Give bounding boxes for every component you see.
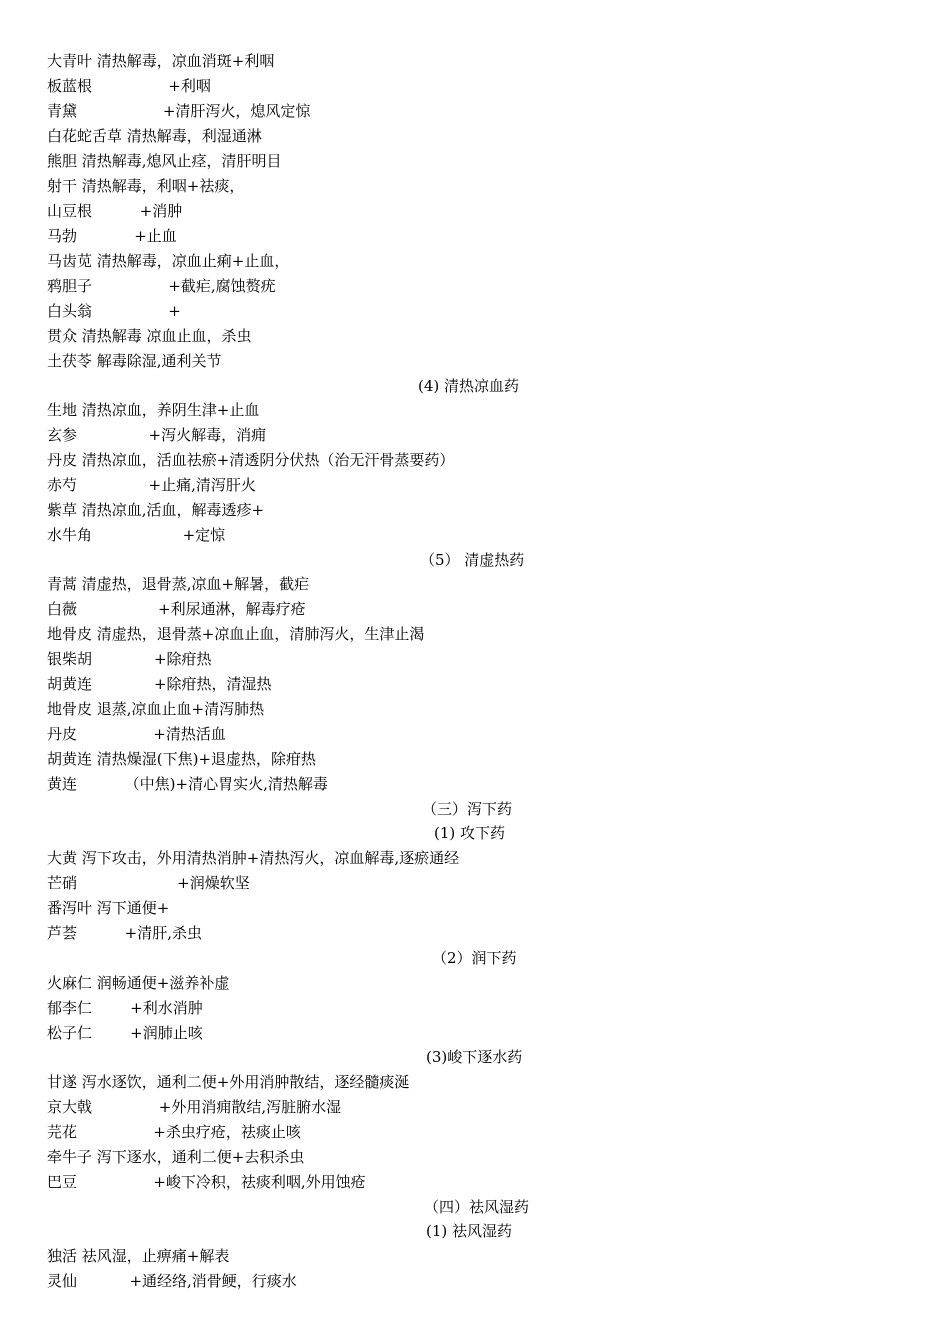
subsection-heading: （2）润下药 (432, 949, 517, 967)
subsection-heading: (1) 攻下药 (434, 824, 506, 842)
text-line: 马齿苋 清热解毒，凉血止痢+止血， (47, 252, 290, 270)
subsection-heading: (1) 祛风湿药 (426, 1222, 513, 1240)
text-line: 番泻叶 泻下通便+ (47, 899, 170, 917)
text-line: 丹皮 清热凉血，活血祛瘀+清透阴分伏热（治无汗骨蒸要药） (47, 451, 455, 469)
text-line: 熊胆 清热解毒,熄风止痉，清肝明目 (47, 152, 282, 170)
text-line: 丹皮 +清热活血 (47, 725, 226, 743)
text-line: 白花蛇舌草 清热解毒，利湿通淋 (47, 127, 262, 145)
text-line: 京大戟 +外用消痈散结,泻脏腑水湿 (47, 1098, 342, 1116)
text-line: 芦荟 +清肝,杀虫 (47, 924, 203, 942)
text-line: 胡黄连 +除疳热，清湿热 (47, 675, 272, 693)
section-heading: （四）祛风湿药 (424, 1198, 530, 1216)
text-line: 牵牛子 泻下逐水，通利二便+去积杀虫 (47, 1148, 305, 1166)
text-line: 地骨皮 清虚热，退骨蒸+凉血止血，清肺泻火，生津止渴 (47, 625, 425, 643)
text-line: 土茯苓 解毒除湿,通利关节 (47, 352, 222, 370)
text-line: 鸦胆子 +截疟,腐蚀赘疣 (47, 277, 276, 295)
text-line: 青蒿 清虚热，退骨蒸,凉血+解暑，截疟 (47, 575, 310, 593)
text-line: 紫草 清热凉血,活血，解毒透疹+ (47, 501, 265, 519)
text-line: 水牛角 +定惊 (47, 526, 226, 544)
text-line: 灵仙 +通经络,消骨鲠，行痰水 (47, 1272, 297, 1290)
text-line: 郁李仁 +利水消肿 (47, 999, 203, 1017)
text-line: 山豆根 +消肿 (47, 202, 183, 220)
text-line: 白薇 +利尿通淋，解毒疗疮 (47, 600, 306, 618)
text-line: 芫花 +杀虫疗疮，祛痰止咳 (47, 1123, 301, 1141)
text-line: 芒硝 +润燥软坚 (47, 874, 250, 892)
text-line: 大青叶 清热解毒，凉血消斑+利咽 (47, 52, 275, 70)
text-line: 射干 清热解毒，利咽+祛痰， (47, 177, 245, 195)
text-line: 独活 祛风湿，止痹痛+解表 (47, 1247, 230, 1265)
text-line: 银柴胡 +除疳热 (47, 650, 212, 668)
section-heading: （5） 清虚热药 (420, 551, 525, 569)
text-line: 胡黄连 清热燥湿(下焦)+退虚热，除疳热 (47, 750, 317, 768)
text-line: 巴豆 +峻下冷积，祛痰利咽,外用蚀疮 (47, 1173, 366, 1191)
text-line: 赤芍 +止痛,清泻肝火 (47, 476, 256, 494)
subsection-heading: (3)峻下逐水药 (426, 1048, 523, 1066)
text-line: 甘遂 泻水逐饮，通利二便+外用消肿散结，逐经髓痰涎 (47, 1073, 410, 1091)
text-line: 青黛 +清肝泻火，熄风定惊 (47, 102, 311, 120)
text-line: 贯众 清热解毒 凉血止血，杀虫 (47, 327, 252, 345)
text-line: 马勃 +止血 (47, 227, 177, 245)
text-line: 生地 清热凉血，养阴生津+止血 (47, 401, 260, 419)
text-line: 黄连 （中焦)+清心胃实火,清热解毒 (47, 775, 328, 793)
section-heading: （三）泻下药 (422, 800, 513, 818)
text-line: 板蓝根 +利咽 (47, 77, 211, 95)
text-line: 白头翁 + (47, 302, 181, 320)
text-line: 火麻仁 润畅通便+滋养补虚 (47, 974, 230, 992)
text-line: 大黄 泻下攻击，外用清热消肿+清热泻火，凉血解毒,逐瘀通经 (47, 849, 460, 867)
text-line: 地骨皮 退蒸,凉血止血+清泻肺热 (47, 700, 265, 718)
text-line: 玄参 +泻火解毒，消痈 (47, 426, 267, 444)
text-line: 松子仁 +润肺止咳 (47, 1024, 203, 1042)
section-heading: (4) 清热凉血药 (418, 377, 520, 395)
